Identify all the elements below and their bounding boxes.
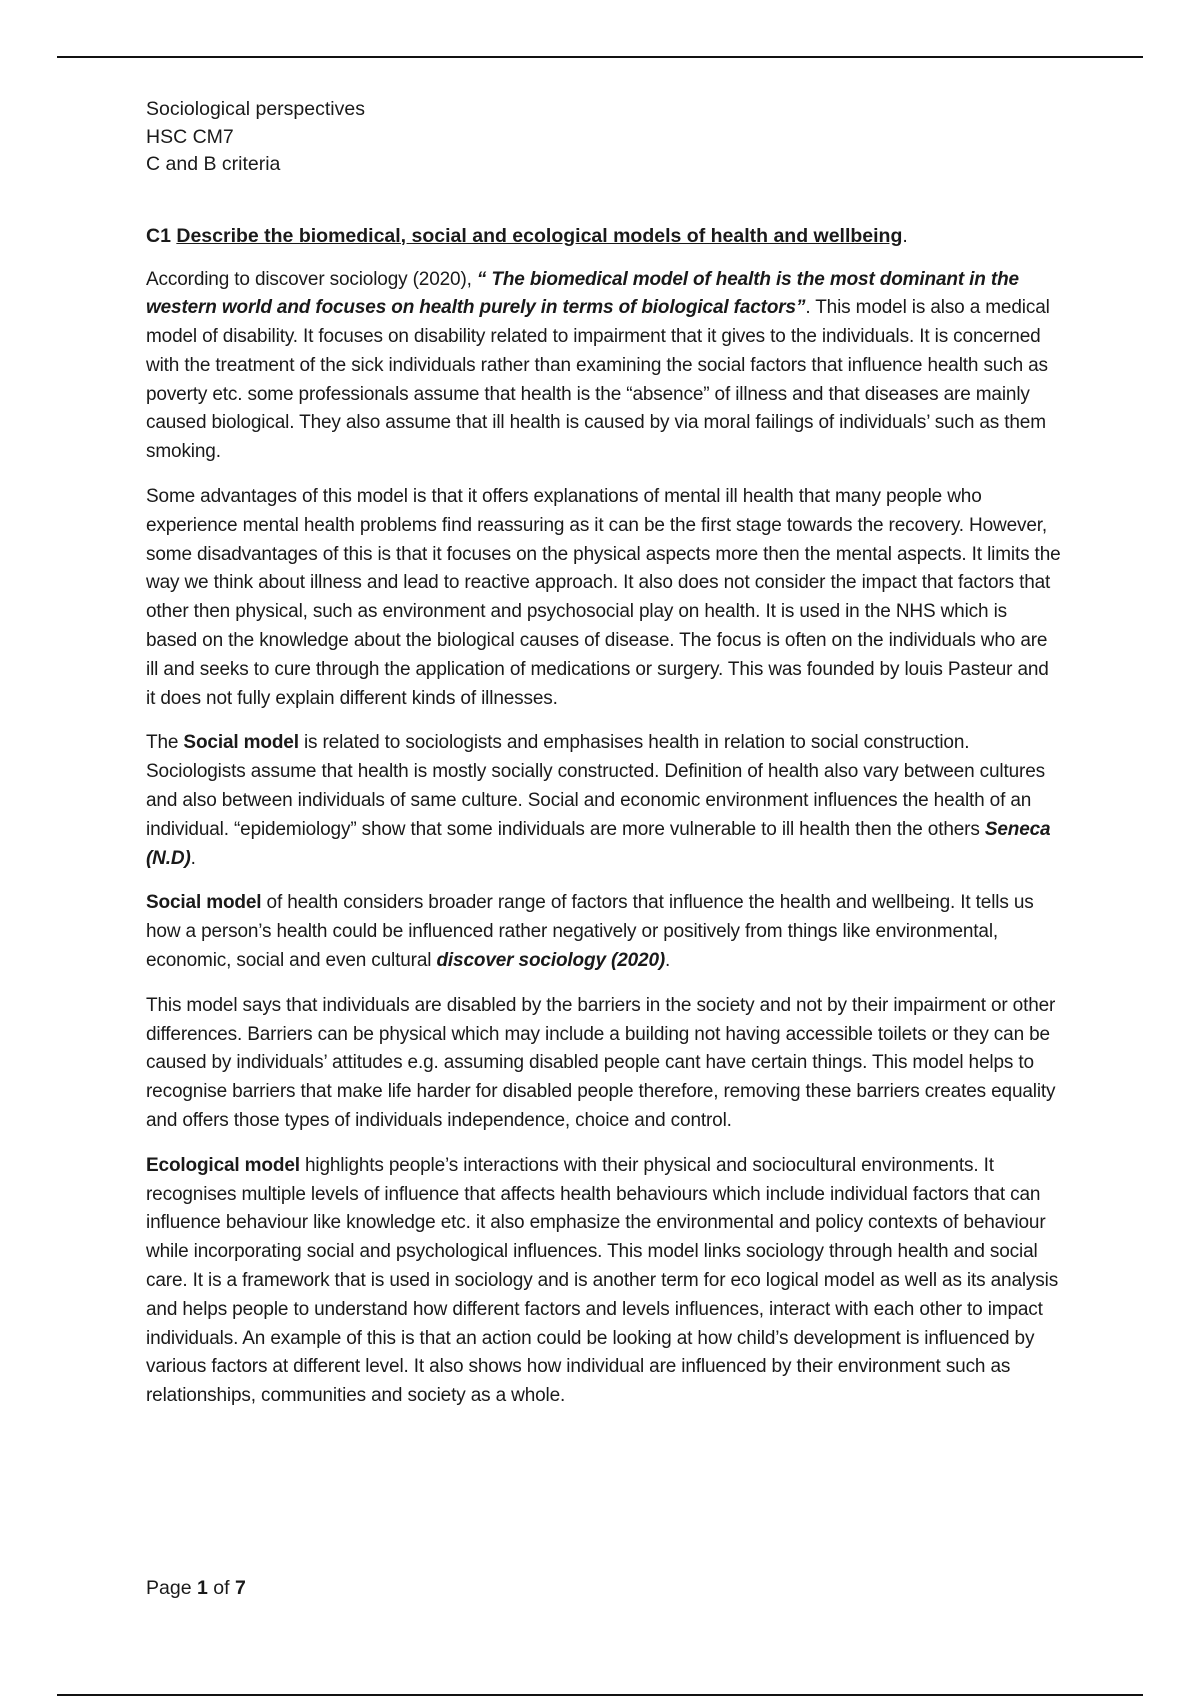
header-subject: Sociological perspectives <box>146 98 365 120</box>
p3-pre: The <box>146 732 184 754</box>
section-heading <box>146 223 1061 250</box>
page-current: 1 <box>196 1577 208 1599</box>
p4-end: . <box>665 950 671 972</box>
page-total: 7 <box>234 1577 246 1599</box>
p6-text: highlights people’s interactions with their physical and sociocultural environments. It recognises multiple levels of influence that affects health behaviours which include individual factors that can influence behaviour like knowledge etc. it also emphasize the environmental and policy contexts of behaviour while incorporating social and psychological influences. This model links sociology through health and social care. It is a framework that is used in sociology and is another term for eco logical model as well as its analysis and helps people to understand how different factors and levels influences, interact with each other to impact individuals. An example of this is that an action could be looking at how child’s development is influenced by various factors at different level. It also shows how individual are influenced by their environment such as relationships, communities and society as a whole. <box>146 1154 1059 1407</box>
paragraph-biomedical <box>146 266 1061 468</box>
p3-end: . <box>190 847 196 869</box>
document-page <box>146 96 1061 1411</box>
top-rule <box>57 56 1143 58</box>
p3-bold: Social model <box>183 732 299 754</box>
p1-intro: According to discover sociology (2020), <box>146 268 477 290</box>
bottom-rule <box>57 1694 1143 1696</box>
p4-text: of health considers broader range of factors that influence the health and wellbeing. It tells us how a person’s health could be influenced rather negatively or positively from things like environmental, economic, social and even cultural <box>146 892 1034 972</box>
header-course: HSC CM7 <box>146 125 234 148</box>
p5-text: This model says that individuals are disabled by the barriers in the society and not by their impairment or other differences. Barriers can be physical which may include a building not having accessible toilets or they can be caused by individuals’ attitudes e.g. assuming disabled people cant have certain things. This model helps to recognise barriers that make life harder for disabled people therefore, removing these barriers creates equality and offers those types of individuals independence, choice and control. <box>146 994 1056 1132</box>
p6-bold: Ecological model <box>146 1154 300 1176</box>
p3-text: is related to sociologists and emphasises health in relation to social construction. Sociologists assume that health is mostly socially constructed. Definition of health also vary between cultures and also between individuals of same culture. Social and economic environment influences the health of an individual. “epidemiology” show that some individuals are more vulnerable to ill health then the others <box>146 732 1045 840</box>
page-label: Page <box>146 1577 197 1599</box>
paragraph-advantages <box>146 483 1061 713</box>
page-of: of <box>207 1577 235 1599</box>
p1-quote: “ The biomedical model of health is the most dominant in the western world and focuses on health purely in terms of biological factors” <box>146 268 1019 319</box>
page-number <box>146 1575 246 1602</box>
heading-code: C1 <box>146 224 171 247</box>
paragraph-social-model-factors <box>146 889 1061 975</box>
paragraph-social-model <box>146 729 1061 873</box>
p2-text: Some advantages of this model is that it offers explanations of mental ill health that many people who experience mental health problems find reassuring as it can be the first stage towards the recovery. However, some disadvantages of this is that it focuses on the physical aspects more then the mental aspects. It limits the way we think about illness and lead to reactive approach. It also does not consider the impact that factors that other then physical, such as environment and psychosocial play on health. It is used in the NHS which is based on the knowledge about the biological causes of disease. The focus is often on the individuals who are ill and seeks to cure through the application of medications or surgery. This was founded by louis Pasteur and it does not fully explain different kinds of illnesses. <box>146 486 1061 709</box>
header-criteria: C and B criteria <box>146 153 281 175</box>
heading-end: . <box>902 224 908 247</box>
paragraph-barriers <box>146 992 1061 1136</box>
p4-citation: discover sociology (2020) <box>436 950 666 972</box>
p4-bold: Social model <box>146 892 262 914</box>
document-header <box>146 96 1061 179</box>
p1-rest: . This model is also a medical model of disability. It focuses on disability related to impairment that it gives to the individuals. It is concerned with the treatment of the sick individuals rather than examining the social factors that influence health such as poverty etc. some professionals assume that health is the “absence” of illness and that diseases are mainly caused biological. They also assume that ill health is caused by via moral failings of individuals’ such as them smoking. <box>146 297 1050 463</box>
paragraph-ecological-model <box>146 1152 1061 1411</box>
heading-title: Describe the biomedical, social and ecological models of health and wellbeing <box>176 224 903 247</box>
p3-citation: Seneca (N.D) <box>146 818 1051 869</box>
